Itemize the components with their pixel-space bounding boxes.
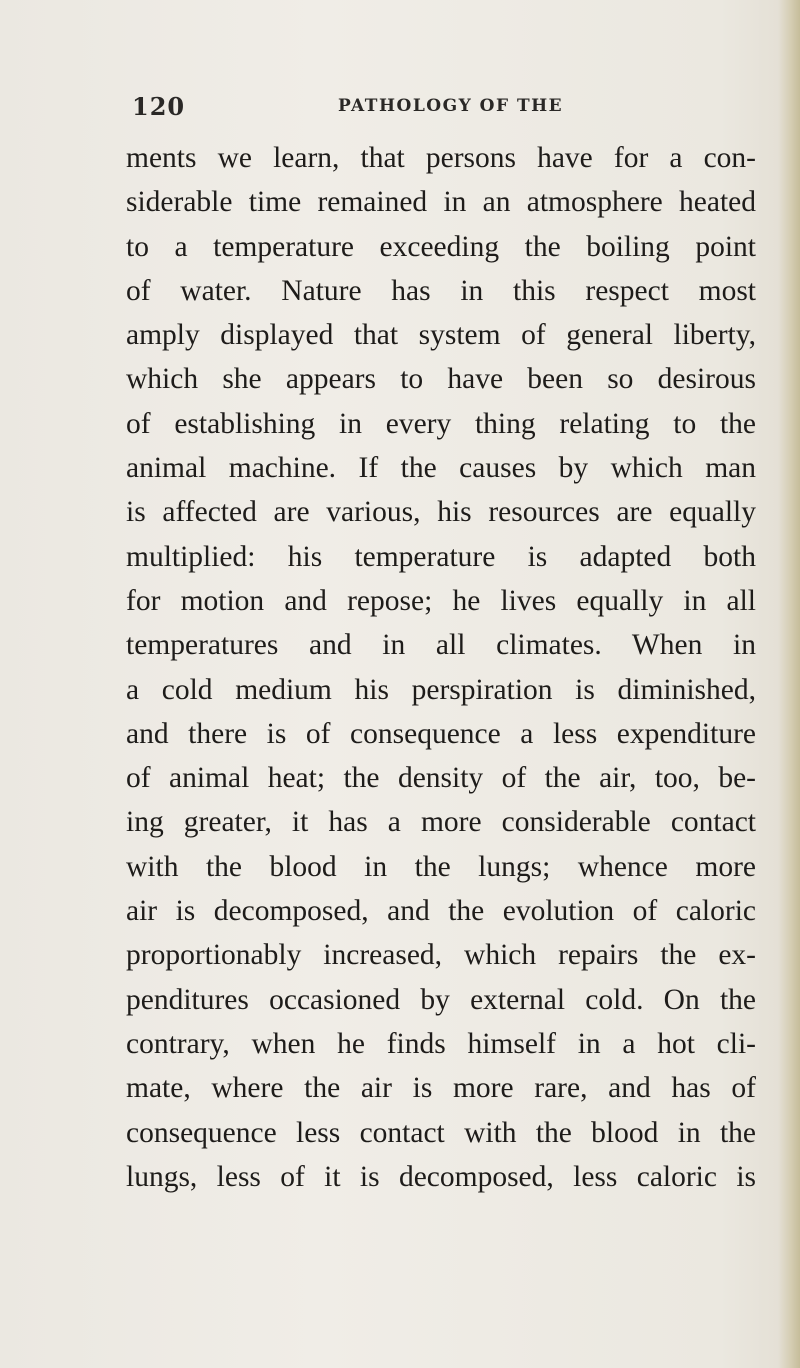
text-line: which she appears to have been so desirous bbox=[126, 363, 756, 396]
text-line: for motion and repose; he lives equally in all bbox=[126, 584, 756, 617]
text-line: ments we learn, that persons have for a con- bbox=[126, 142, 756, 174]
running-title: PATHOLOGY OF THE bbox=[338, 96, 564, 116]
text-line: animal machine. If the causes by which man bbox=[126, 452, 756, 485]
text-line: ing greater, it has a more considerable contact bbox=[126, 806, 756, 839]
text-line: penditures occasioned by external cold. On the bbox=[126, 983, 756, 1016]
page-number: 120 bbox=[132, 92, 186, 121]
text-line: air is decomposed, and the evolution of caloric bbox=[126, 895, 756, 928]
text-line: to a temperature exceeding the boiling point bbox=[126, 230, 756, 263]
text-line: siderable time remained in an atmosphere heated bbox=[126, 186, 756, 219]
text-line: lungs, less of it is decomposed, less caloric is bbox=[126, 1160, 756, 1193]
text-line: of water. Nature has in this respect most bbox=[126, 274, 756, 307]
text-line: a cold medium his perspiration is diminished, bbox=[126, 673, 756, 706]
text-line: with the blood in the lungs; whence more bbox=[126, 850, 756, 883]
running-head bbox=[132, 92, 600, 126]
text-line: is affected are various, his resources are equally bbox=[126, 496, 756, 529]
text-line: consequence less contact with the blood in the bbox=[126, 1116, 756, 1149]
text-line: of animal heat; the density of the air, too, be- bbox=[126, 762, 756, 795]
text-line: of establishing in every thing relating to the bbox=[126, 407, 756, 440]
text-line: amply displayed that system of general liberty, bbox=[126, 319, 756, 352]
text-line: multiplied: his temperature is adapted both bbox=[126, 540, 756, 573]
text-line: and there is of consequence a less expenditure bbox=[126, 717, 756, 750]
page-edge-shadow bbox=[778, 0, 800, 1368]
text-line: contrary, when he finds himself in a hot cli- bbox=[126, 1027, 756, 1060]
text-line: mate, where the air is more rare, and has of bbox=[126, 1072, 756, 1105]
text-line: temperatures and in all climates. When in bbox=[126, 629, 756, 662]
text-line: proportionably increased, which repairs the ex- bbox=[126, 939, 756, 972]
body-text bbox=[126, 136, 756, 1199]
